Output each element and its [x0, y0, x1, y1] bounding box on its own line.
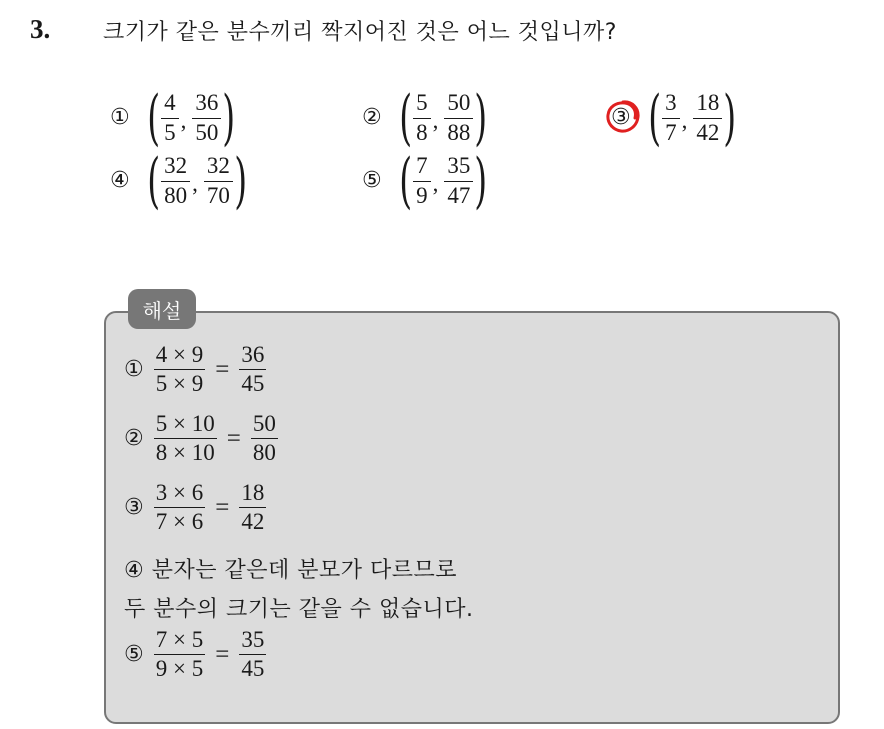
fraction: $\frac{50}{80}$ — [252, 411, 276, 466]
left-paren: ( — [147, 83, 160, 153]
fraction: $\frac{35}{47}$ — [444, 154, 473, 207]
fraction: $\frac{32}{70}$ — [204, 154, 233, 207]
choice-number: ③ — [611, 107, 631, 129]
choice-1[interactable] — [110, 83, 241, 153]
right-paren: ) — [234, 146, 248, 216]
solution-tab-label: 해설 — [128, 289, 196, 329]
solution-item-2 — [124, 412, 278, 465]
choice-5[interactable] — [362, 146, 493, 216]
question-number: 3. — [30, 14, 51, 44]
fraction: $\frac{36}{45}$ — [241, 342, 265, 397]
fraction: $\frac{7 \times 5}{9 \times 5}$ — [155, 627, 204, 682]
solution-text-line-1: ④ 분자는 같은데 분모가 다르므로 — [124, 558, 457, 583]
solution-item-5 — [124, 628, 266, 681]
fraction: $\frac{32}{80}$ — [161, 154, 190, 207]
fraction-pair: ( $\frac{32}{80}$ , $\frac{32}{70}$ ) — [147, 146, 248, 216]
fraction-pair: ( $\frac{7}{9}$ , $\frac{35}{47}$ ) — [399, 146, 488, 216]
right-paren: ) — [474, 146, 488, 216]
equals-sign: = — [215, 355, 230, 383]
right-paren: ) — [474, 83, 488, 153]
fraction: $\frac{50}{88}$ — [444, 91, 473, 144]
solution-item-3 — [124, 481, 266, 534]
solution-number: ① — [124, 356, 144, 382]
fraction: $\frac{18}{42}$ — [693, 91, 722, 144]
solution-number: ⑤ — [124, 641, 144, 667]
question-text: 크기가 같은 분수끼리 짝지어진 것은 어느 것입니까? — [103, 20, 617, 45]
left-paren: ( — [648, 83, 661, 153]
red-circle-mark-icon — [604, 98, 642, 136]
solution-number: ③ — [124, 494, 144, 520]
fraction: $\frac{18}{42}$ — [241, 480, 265, 535]
choice-number: ② — [362, 105, 382, 130]
fraction: $\frac{5}{8}$ — [413, 91, 431, 144]
right-paren: ) — [222, 83, 236, 153]
fraction-pair: ( $\frac{5}{8}$ , $\frac{50}{88}$ ) — [399, 83, 488, 153]
fraction: $\frac{4}{5}$ — [161, 91, 179, 144]
choice-number: ① — [110, 105, 130, 130]
choice-4[interactable] — [110, 146, 252, 216]
choice-2[interactable] — [362, 83, 493, 153]
equals-sign: = — [215, 493, 230, 521]
solution-number: ② — [124, 425, 144, 451]
solution-item-1 — [124, 343, 266, 396]
choice-number: ⑤ — [362, 168, 382, 193]
fraction: $\frac{7}{9}$ — [413, 154, 431, 207]
right-paren: ) — [723, 83, 737, 153]
left-paren: ( — [399, 83, 412, 153]
fraction: $\frac{35}{45}$ — [241, 627, 265, 682]
fraction: $\frac{3 \times 6}{7 \times 6}$ — [155, 480, 204, 535]
fraction: $\frac{36}{50}$ — [192, 91, 221, 144]
fraction-pair: ( $\frac{3}{7}$ , $\frac{18}{42}$ ) — [648, 83, 737, 153]
equals-sign: = — [226, 424, 241, 452]
fraction-pair: ( $\frac{4}{5}$ , $\frac{36}{50}$ ) — [147, 83, 236, 153]
equals-sign: = — [215, 640, 230, 668]
left-paren: ( — [399, 146, 412, 216]
left-paren: ( — [147, 146, 160, 216]
choice-number: ④ — [110, 168, 130, 193]
fraction: $\frac{5 \times 10}{8 \times 10}$ — [155, 411, 215, 466]
fraction: $\frac{4 \times 9}{5 \times 9}$ — [155, 342, 204, 397]
solution-text-line-2: 두 분수의 크기는 같을 수 없습니다. — [124, 597, 474, 622]
choice-3[interactable] — [611, 83, 742, 153]
fraction: $\frac{3}{7}$ — [662, 91, 680, 144]
